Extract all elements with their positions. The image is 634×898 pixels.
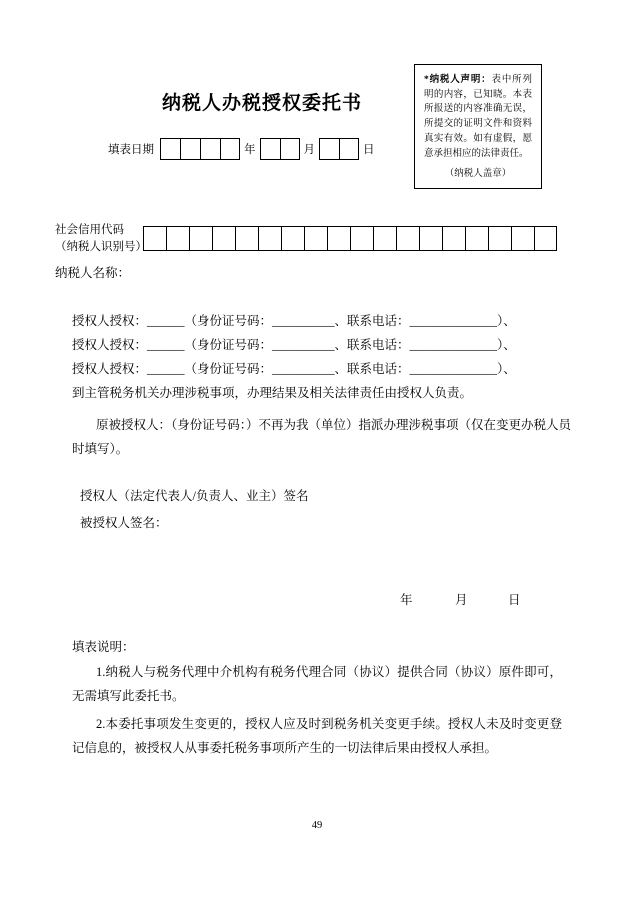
previous-authorized-person: 原被授权人：（身份证号码：）不再为我（单位）指派办理涉税事项（仅在变更办税人员时填写）。 [72,418,572,456]
code-cell[interactable] [442,226,465,251]
credit-code-label-line1: 社会信用代码 [55,224,124,236]
date-cell[interactable] [200,138,220,160]
note-item: 2.本委托事项发生变更的，授权人应及时到税务机关变更手续。授权人未及时变更登记信息的，被授权人从事委托税务事项所产生的一切法律后果由授权人承担。 [72,717,562,756]
credit-code-row [55,222,557,255]
code-cell[interactable] [327,226,350,251]
code-cell[interactable] [419,226,442,251]
code-cell[interactable] [488,226,511,251]
authorizer-signature-label: 授权人（法定代表人/负责人、业主）签名 [80,489,309,503]
code-cell[interactable] [350,226,373,251]
fill-date-month-boxes[interactable] [260,138,300,160]
authorization-line-3: 授权人授权：______（身份证号码：__________、联系电话：______________）、 [72,362,516,376]
credit-code-label-line2: （纳税人识别号） [55,240,147,253]
date-cell[interactable] [319,138,339,160]
month-unit-label: 月 [303,144,315,156]
code-cell[interactable] [189,226,212,251]
code-cell[interactable] [235,226,258,251]
code-cell[interactable] [143,226,166,251]
code-cell[interactable] [534,226,557,251]
code-cell[interactable] [166,226,189,251]
code-cell[interactable] [304,226,327,251]
credit-code-boxes[interactable] [143,226,557,251]
signature-month-label: 月 [455,593,468,607]
code-cell[interactable] [373,226,396,251]
code-cell[interactable] [465,226,488,251]
authorized-signature-label: 被授权人签名： [80,516,168,530]
day-unit-label: 日 [363,144,375,156]
date-cell[interactable] [280,138,300,160]
notes-title: 填表说明： [72,640,135,654]
note-item: 1.纳税人与税务代理中介机构有税务代理合同（协议）提供合同（协议）原件即可，无需填写此委托书。 [72,665,562,704]
page-number: 49 [311,820,323,831]
fill-date-year-boxes[interactable] [160,138,240,160]
date-cell[interactable] [339,138,359,160]
taxpayer-name-label: 纳税人名称： [55,266,131,280]
fill-date-row [108,138,379,160]
declaration-title: *纳税人声明： [424,75,492,85]
page-title: 纳税人办税授权委托书 [161,93,362,114]
code-cell[interactable] [258,226,281,251]
code-cell[interactable] [396,226,419,251]
authorization-line-1: 授权人授权：______（身份证号码：__________、联系电话：______________）、 [72,314,516,328]
credit-code-label [55,222,147,255]
declaration-body: 表中所列明的内容，已知晓。本表所报送的内容准确无误，所提交的证明文件和资料真实有效。如有虚假，愿意承担相应的法律责任。 [424,75,532,159]
authorization-line-2: 授权人授权：______（身份证号码：__________、联系电话：______________）、 [72,338,516,352]
fill-date-label: 填表日期 [108,144,154,156]
date-cell[interactable] [260,138,280,160]
declaration-seal-note: （纳税人盖章） [444,169,512,180]
year-unit-label: 年 [244,144,256,156]
code-cell[interactable] [281,226,304,251]
code-cell[interactable] [511,226,534,251]
fill-date-day-boxes[interactable] [319,138,359,160]
signature-day-label: 日 [508,593,521,607]
code-cell[interactable] [212,226,235,251]
signature-year-label: 年 [400,593,413,607]
date-cell[interactable] [160,138,180,160]
date-cell[interactable] [180,138,200,160]
taxpayer-declaration-box [414,64,542,189]
date-cell[interactable] [220,138,240,160]
authorization-note: 到主管税务机关办理涉税事项，办理结果及相关法律责任由授权人负责。 [72,386,473,400]
